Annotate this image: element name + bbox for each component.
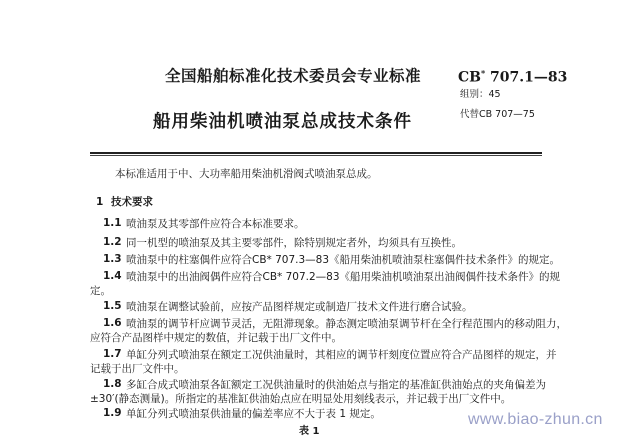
clause-number: 1.6 (103, 317, 122, 329)
replaces-label: 代替CB 707—75 (460, 109, 535, 120)
header-rule-thick (90, 152, 542, 154)
clause-text-cont: 应符合产品图样中规定的数值，并记载于出厂文件中。 (90, 332, 342, 344)
clause-text-cont: 定。 (90, 285, 111, 297)
clause-text: 喷油泵的调节杆应调节灵活，无阻滞现象。静态测定喷油泵调节杆在全行程范围内的移动阻力， (126, 318, 567, 330)
document-title: 船用柴油机喷油泵总成技术条件 (153, 112, 412, 132)
code-number: 707.1—83 (490, 69, 568, 86)
clause-text: 喷油泵及其零部件应符合本标准要求。 (126, 218, 305, 230)
clause-number: 1.9 (103, 407, 122, 419)
clause-number: 1.7 (103, 348, 122, 360)
clause-number: 1.3 (103, 253, 122, 265)
code-star: * (480, 68, 486, 78)
clause-text: 喷油泵中的柱塞偶件应符合CB* 707.3—83《船用柴油机喷油泵柱塞偶件技术条件》的规定。 (126, 254, 561, 266)
committee-heading: 全国船舶标准化技术委员会专业标准 (165, 67, 422, 85)
table-caption: 表 1 (299, 426, 320, 437)
clause-number: 1.4 (103, 270, 122, 282)
clause-text: 喷油泵中的出油阀偶件应符合CB* 707.2—83《船用柴油机喷油泵出油阀偶件技术条件》的规 (126, 271, 561, 283)
intro-paragraph: 本标准适用于中、大功率船用柴油机滑阀式喷油泵总成。 (115, 168, 378, 180)
header-rule-thin (90, 155, 542, 156)
code-prefix: CB (458, 69, 481, 86)
watermark-text: www.biao-zhun.cn (468, 411, 603, 428)
clause-number: 1.2 (103, 236, 122, 248)
clause-text: 喷油泵在调整试验前，应按产品图样规定或制造厂技术文件进行磨合试验。 (126, 301, 473, 313)
clause-number: 1.8 (103, 378, 122, 390)
section-title: 技术要求 (111, 196, 153, 208)
clause-text: 单缸分列式喷油泵在额定工况供油量时，其相应的调节杆刻度位置应符合产品图样的规定，并 (126, 349, 557, 361)
clause-text: 单缸分列式喷油泵供油量的偏差率应不大于表 1 规定。 (126, 408, 381, 420)
clause-text-cont: ±30′(静态测量)。所指定的基准缸供油始点应在明显处用刻线表示，并记载于出厂文件中。 (90, 393, 512, 405)
clause-number: 1.5 (103, 300, 122, 312)
clause-text: 同一机型的喷油泵及其主要零部件，除特别规定者外，均须具有互换性。 (126, 237, 462, 249)
clause-text-cont: 记载于出厂文件中。 (90, 363, 185, 375)
group-label: 组别：45 (460, 89, 501, 100)
clause-number: 1.1 (103, 217, 122, 229)
clause-text: 多缸合成式喷油泵各缸额定工况供油量时的供油始点与指定的基准缸供油始点的夹角偏差为 (126, 379, 546, 391)
section-number: 1 (96, 196, 104, 208)
standard-code (458, 68, 567, 86)
